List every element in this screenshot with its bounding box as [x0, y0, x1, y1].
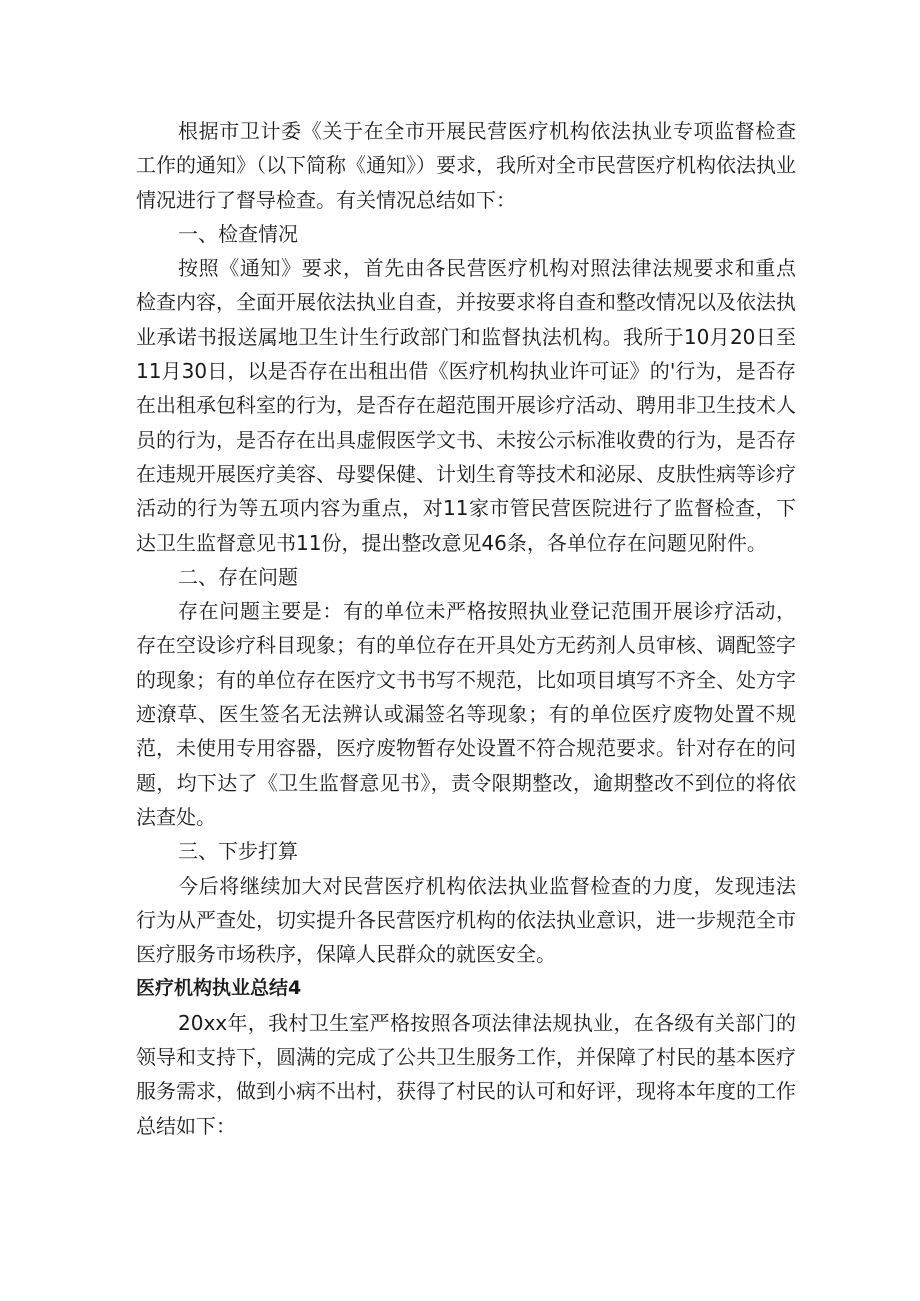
heading-problems: 二、存在问题 [178, 564, 298, 589]
document-body [136, 114, 796, 1143]
summary-paragraph: 20xx年，我村卫生室严格按照各项法律法规执业，在各级有关部门的领导和支持下，圆满的完成了公共卫生服务工作，并保障了村民的基本医疗服务需求，做到小病不出村，获得了村民的认可和好评，现将本年度的工作总结如下： [136, 1010, 796, 1138]
problems-paragraph: 存在问题主要是：有的单位未严格按照执业登记范围开展诊疗活动，存在空设诊疗科目现象；有的单位存在开具处方无药剂人员审核、调配签字的现象；有的单位存在医疗文书书写不规范，比如项目填写不齐全、处方字迹潦草、医生签名无法辨认或漏签名等现象；有的单位医疗废物处置不规范，未使用专用容器，医疗废物暂存处设置不符合规范要求。针对存在的问题，均下达了《卫生监督意见书》，责令限期整改，逾期整改不到位的将依法查处。 [136, 599, 796, 829]
section-title: 医疗机构执业总结4 [136, 977, 302, 1000]
intro-paragraph: 根据市卫计委《关于在全市开展民营医疗机构依法执业专项监督检查工作的通知》（以下简称《通知》）要求，我所对全市民营医疗机构依法执业情况进行了督导检查。有关情况总结如下： [136, 119, 796, 212]
heading-next-steps: 三、下步打算 [178, 839, 298, 864]
next-steps-paragraph: 今后将继续加大对民营医疗机构依法执业监督检查的力度，发现违法行为从严查处，切实提升各民营医疗机构的依法执业意识，进一步规范全市医疗服务市场秩序，保障人民群众的就医安全。 [136, 873, 796, 967]
inspection-paragraph: 按照《通知》要求，首先由各民营医疗机构对照法律法规要求和重点检查内容，全面开展依法执业自查，并按要求将自查和整改情况以及依法执业承诺书报送属地卫生计生行政部门和监督执法机构。我所于10月20日至11月30日，以是否存在出租出借《医疗机构执业许可证》的'行为，是否存在出租承包科室的行为，是否存在超范围开展诊疗活动、聘用非卫生技术人员的行为，是否存在出具虚假医学文书、未按公示标准收费的行为，是否存在违规开展医疗美容、母婴保健、计划生育等技术和泌尿、皮肤性病等诊疗活动的行为等五项内容为重点，对11家市管民营医院进行了监督检查，下达卫生监督意见书11份，提出整改意见46条，各单位存在问题见附件。 [136, 256, 796, 555]
heading-inspection: 一、检查情况 [178, 221, 298, 246]
